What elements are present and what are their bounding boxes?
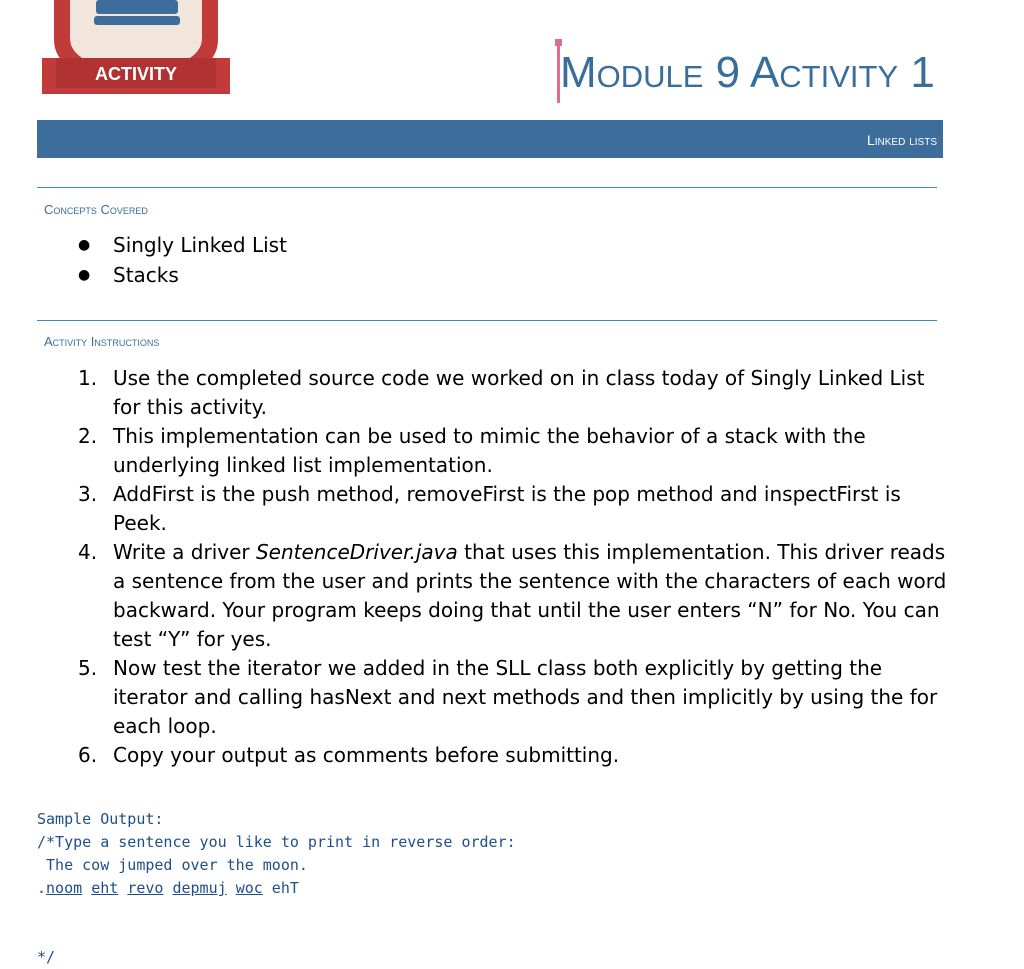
sample-output-label: Sample Output: bbox=[37, 810, 164, 828]
list-item: ● Singly Linked List bbox=[78, 230, 287, 260]
page-title: Module 9 Activity 1 bbox=[560, 48, 935, 97]
topic-banner bbox=[37, 120, 943, 158]
instructions-heading: Activity Instructions bbox=[44, 334, 160, 349]
sample-output-block: Sample Output: /*Type a sentence you like to print in reverse order: The cow jumped over the moon. .noom eht revo depmuj woc ehT */ bbox=[37, 810, 516, 966]
badge-label: ACTIVITY bbox=[94, 64, 178, 84]
section-divider bbox=[37, 320, 937, 321]
concepts-list bbox=[78, 230, 287, 290]
list-item: ● Stacks bbox=[78, 260, 287, 290]
instructions-list bbox=[78, 364, 948, 770]
list-item: 3. AddFirst is the push method, removeFirst is the pop method and inspectFirst is Peek. bbox=[78, 482, 901, 535]
list-item: 4. Write a driver SentenceDriver.java that uses this implementation. This driver reads a sentence from the user and prints the sentence with the characters of each word backward. Your program keeps doing that until the user enters “N” for No. You can test “Y” for yes. bbox=[78, 540, 947, 651]
banner-label: Linked lists bbox=[866, 132, 937, 148]
driver-filename: SentenceDriver.java bbox=[255, 540, 458, 564]
list-item: 1. Use the completed source code we worked on in class today of Singly Linked List for this activity. bbox=[78, 366, 925, 419]
list-item: 6. Copy your output as comments before submitting. bbox=[78, 743, 620, 767]
list-item: 5. Now test the iterator we added in the SLL class both explicitly by getting the iterator and calling hasNext and next methods and then implicitly by using the for each loop. bbox=[78, 656, 938, 738]
reversed-line: .noom eht revo depmuj woc ehT bbox=[37, 879, 299, 897]
section-divider bbox=[37, 187, 937, 188]
concepts-heading: Concepts Covered bbox=[44, 202, 148, 217]
list-item: 2. This implementation can be used to mimic the behavior of a stack with the underlying linked list implementation. bbox=[78, 424, 866, 477]
activity-badge-logo bbox=[36, 0, 236, 98]
